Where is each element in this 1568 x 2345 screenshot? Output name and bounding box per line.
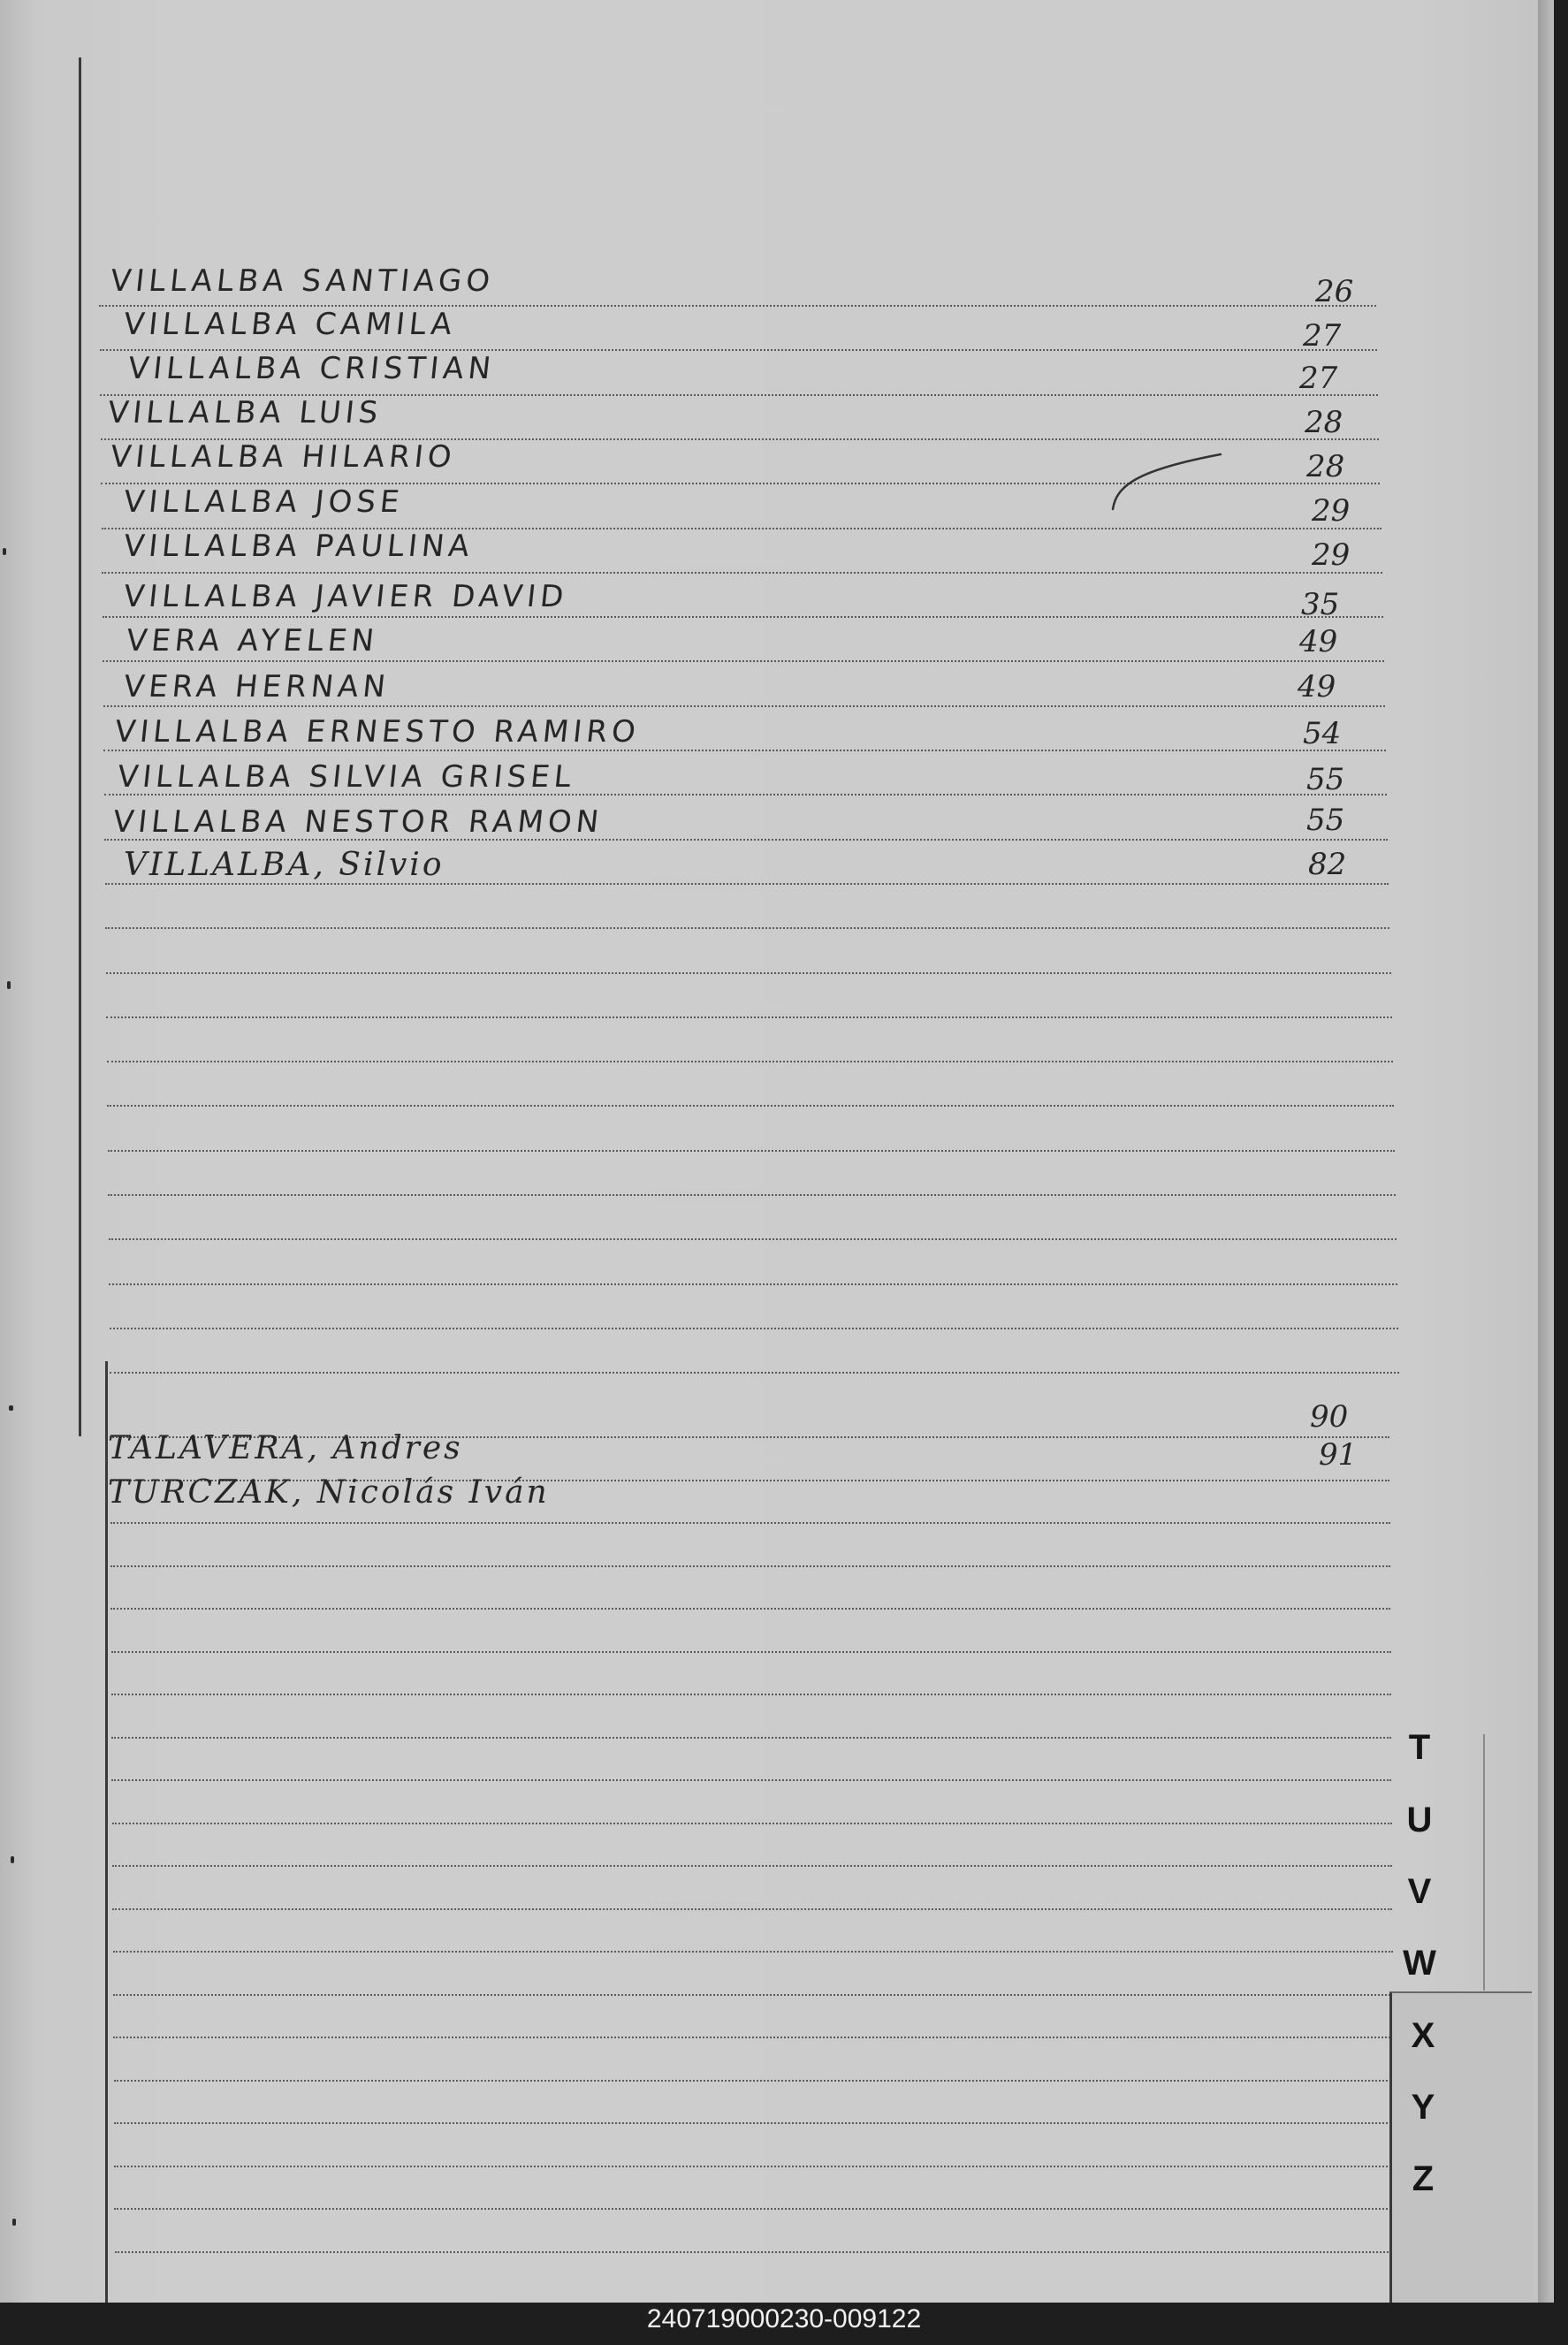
- ruled-line: [108, 1150, 1395, 1152]
- ruled-line: [107, 1105, 1394, 1107]
- ruled-line: [109, 1238, 1397, 1240]
- index-tab-y[interactable]: Y: [1411, 2088, 1435, 2127]
- entry-name: VILLALBA PAULINA: [121, 529, 476, 564]
- entry-name: TURCZAK, Nicolás Iván: [108, 1474, 550, 1511]
- ruled-line: [107, 1061, 1393, 1062]
- ruled-line: [111, 1779, 1391, 1781]
- entry-number: 35: [1301, 587, 1340, 622]
- margin-line: [79, 57, 81, 1436]
- entry-name: VILLALBA HILARIO: [108, 439, 458, 475]
- entry-name: VERA AYELEN: [124, 623, 380, 659]
- scan-speck: [3, 548, 6, 555]
- entry-name: TALAVERA, Andres: [108, 1430, 463, 1466]
- index-tab-w[interactable]: W: [1403, 1944, 1436, 1983]
- ruled-line: [111, 1737, 1391, 1739]
- ruled-line: [113, 2037, 1390, 2038]
- entry-number: 29: [1312, 537, 1351, 573]
- index-tab-x[interactable]: X: [1411, 2016, 1435, 2055]
- entry-number: 27: [1303, 318, 1342, 354]
- document-id: 240719000230-009122: [646, 2304, 922, 2334]
- entry-number: 82: [1308, 847, 1347, 882]
- entry-name: VERA HERNAN: [121, 669, 392, 704]
- index-tab-t[interactable]: T: [1408, 1728, 1431, 1767]
- index-tab-strip: [1483, 1734, 1540, 1991]
- scan-speck: [9, 1405, 13, 1411]
- ruled-line: [111, 1651, 1391, 1653]
- entry-number: 55: [1306, 803, 1345, 838]
- entry-number: 29: [1312, 493, 1351, 529]
- ruled-line: [113, 1994, 1390, 1996]
- entry-name: VILLALBA JOSE: [121, 484, 406, 520]
- entry-number: 91: [1319, 1437, 1358, 1473]
- entry-name: VILLALBA JAVIER DAVID: [121, 579, 570, 614]
- ruled-line: [110, 1372, 1399, 1374]
- index-tab-z[interactable]: Z: [1412, 2159, 1435, 2198]
- entry-number: 54: [1303, 716, 1342, 751]
- entry-number: 90: [1310, 1399, 1349, 1435]
- ruled-line: [110, 1565, 1390, 1567]
- entry-number: 49: [1299, 624, 1338, 659]
- ruled-line: [114, 2080, 1391, 2082]
- ruled-line: [110, 1608, 1390, 1610]
- ruled-line: [103, 750, 1386, 751]
- entry-name: VILLALBA SANTIAGO: [108, 263, 497, 299]
- entry-number: 28: [1305, 405, 1343, 440]
- ruled-line: [103, 660, 1384, 662]
- index-tab-v[interactable]: V: [1407, 1872, 1432, 1911]
- entry-name: VILLALBA SILVIA GRISEL: [115, 759, 577, 795]
- entry-number: 49: [1298, 669, 1336, 704]
- ruled-line: [110, 1328, 1399, 1329]
- entry-number: 26: [1315, 274, 1354, 309]
- ruled-line: [102, 572, 1382, 574]
- ruled-line: [106, 1016, 1392, 1018]
- ruled-line: [106, 972, 1391, 974]
- entry-name: VILLALBA NESTOR RAMON: [110, 804, 605, 840]
- scan-speck: [7, 981, 11, 989]
- ruled-line: [112, 1865, 1392, 1867]
- scan-speck: [11, 1856, 14, 1863]
- page-edge: [1538, 0, 1554, 2303]
- ruled-line: [113, 1951, 1393, 1953]
- entry-name: VILLALBA ERNESTO RAMIRO: [112, 714, 642, 750]
- ruled-line: [109, 1283, 1397, 1285]
- ruled-line: [114, 2208, 1391, 2210]
- index-tab-u[interactable]: U: [1406, 1801, 1433, 1839]
- scan-speck: [12, 2219, 16, 2226]
- ruled-line: [103, 705, 1385, 707]
- entry-number: 28: [1306, 449, 1345, 484]
- entry-name: VILLALBA LUIS: [105, 395, 384, 430]
- ruled-line: [112, 1908, 1392, 1910]
- ruled-line: [105, 927, 1389, 929]
- ruled-line: [111, 1694, 1391, 1695]
- ruled-line: [105, 883, 1389, 885]
- ruled-line: [110, 1522, 1390, 1524]
- ruled-line: [108, 1194, 1396, 1196]
- ruled-line: [115, 2251, 1392, 2253]
- ruled-line: [114, 2166, 1391, 2167]
- ruled-line: [103, 616, 1383, 618]
- ruled-line: [114, 2122, 1391, 2124]
- entry-name: VILLALBA CAMILA: [121, 307, 458, 342]
- entry-name: VILLALBA, Silvio: [124, 847, 445, 883]
- entry-name: VILLALBA CRISTIAN: [126, 351, 498, 386]
- check-mark-icon: [1109, 451, 1224, 513]
- ruled-line: [112, 1823, 1392, 1824]
- entry-number: 27: [1299, 361, 1338, 396]
- entry-number: 55: [1306, 762, 1345, 797]
